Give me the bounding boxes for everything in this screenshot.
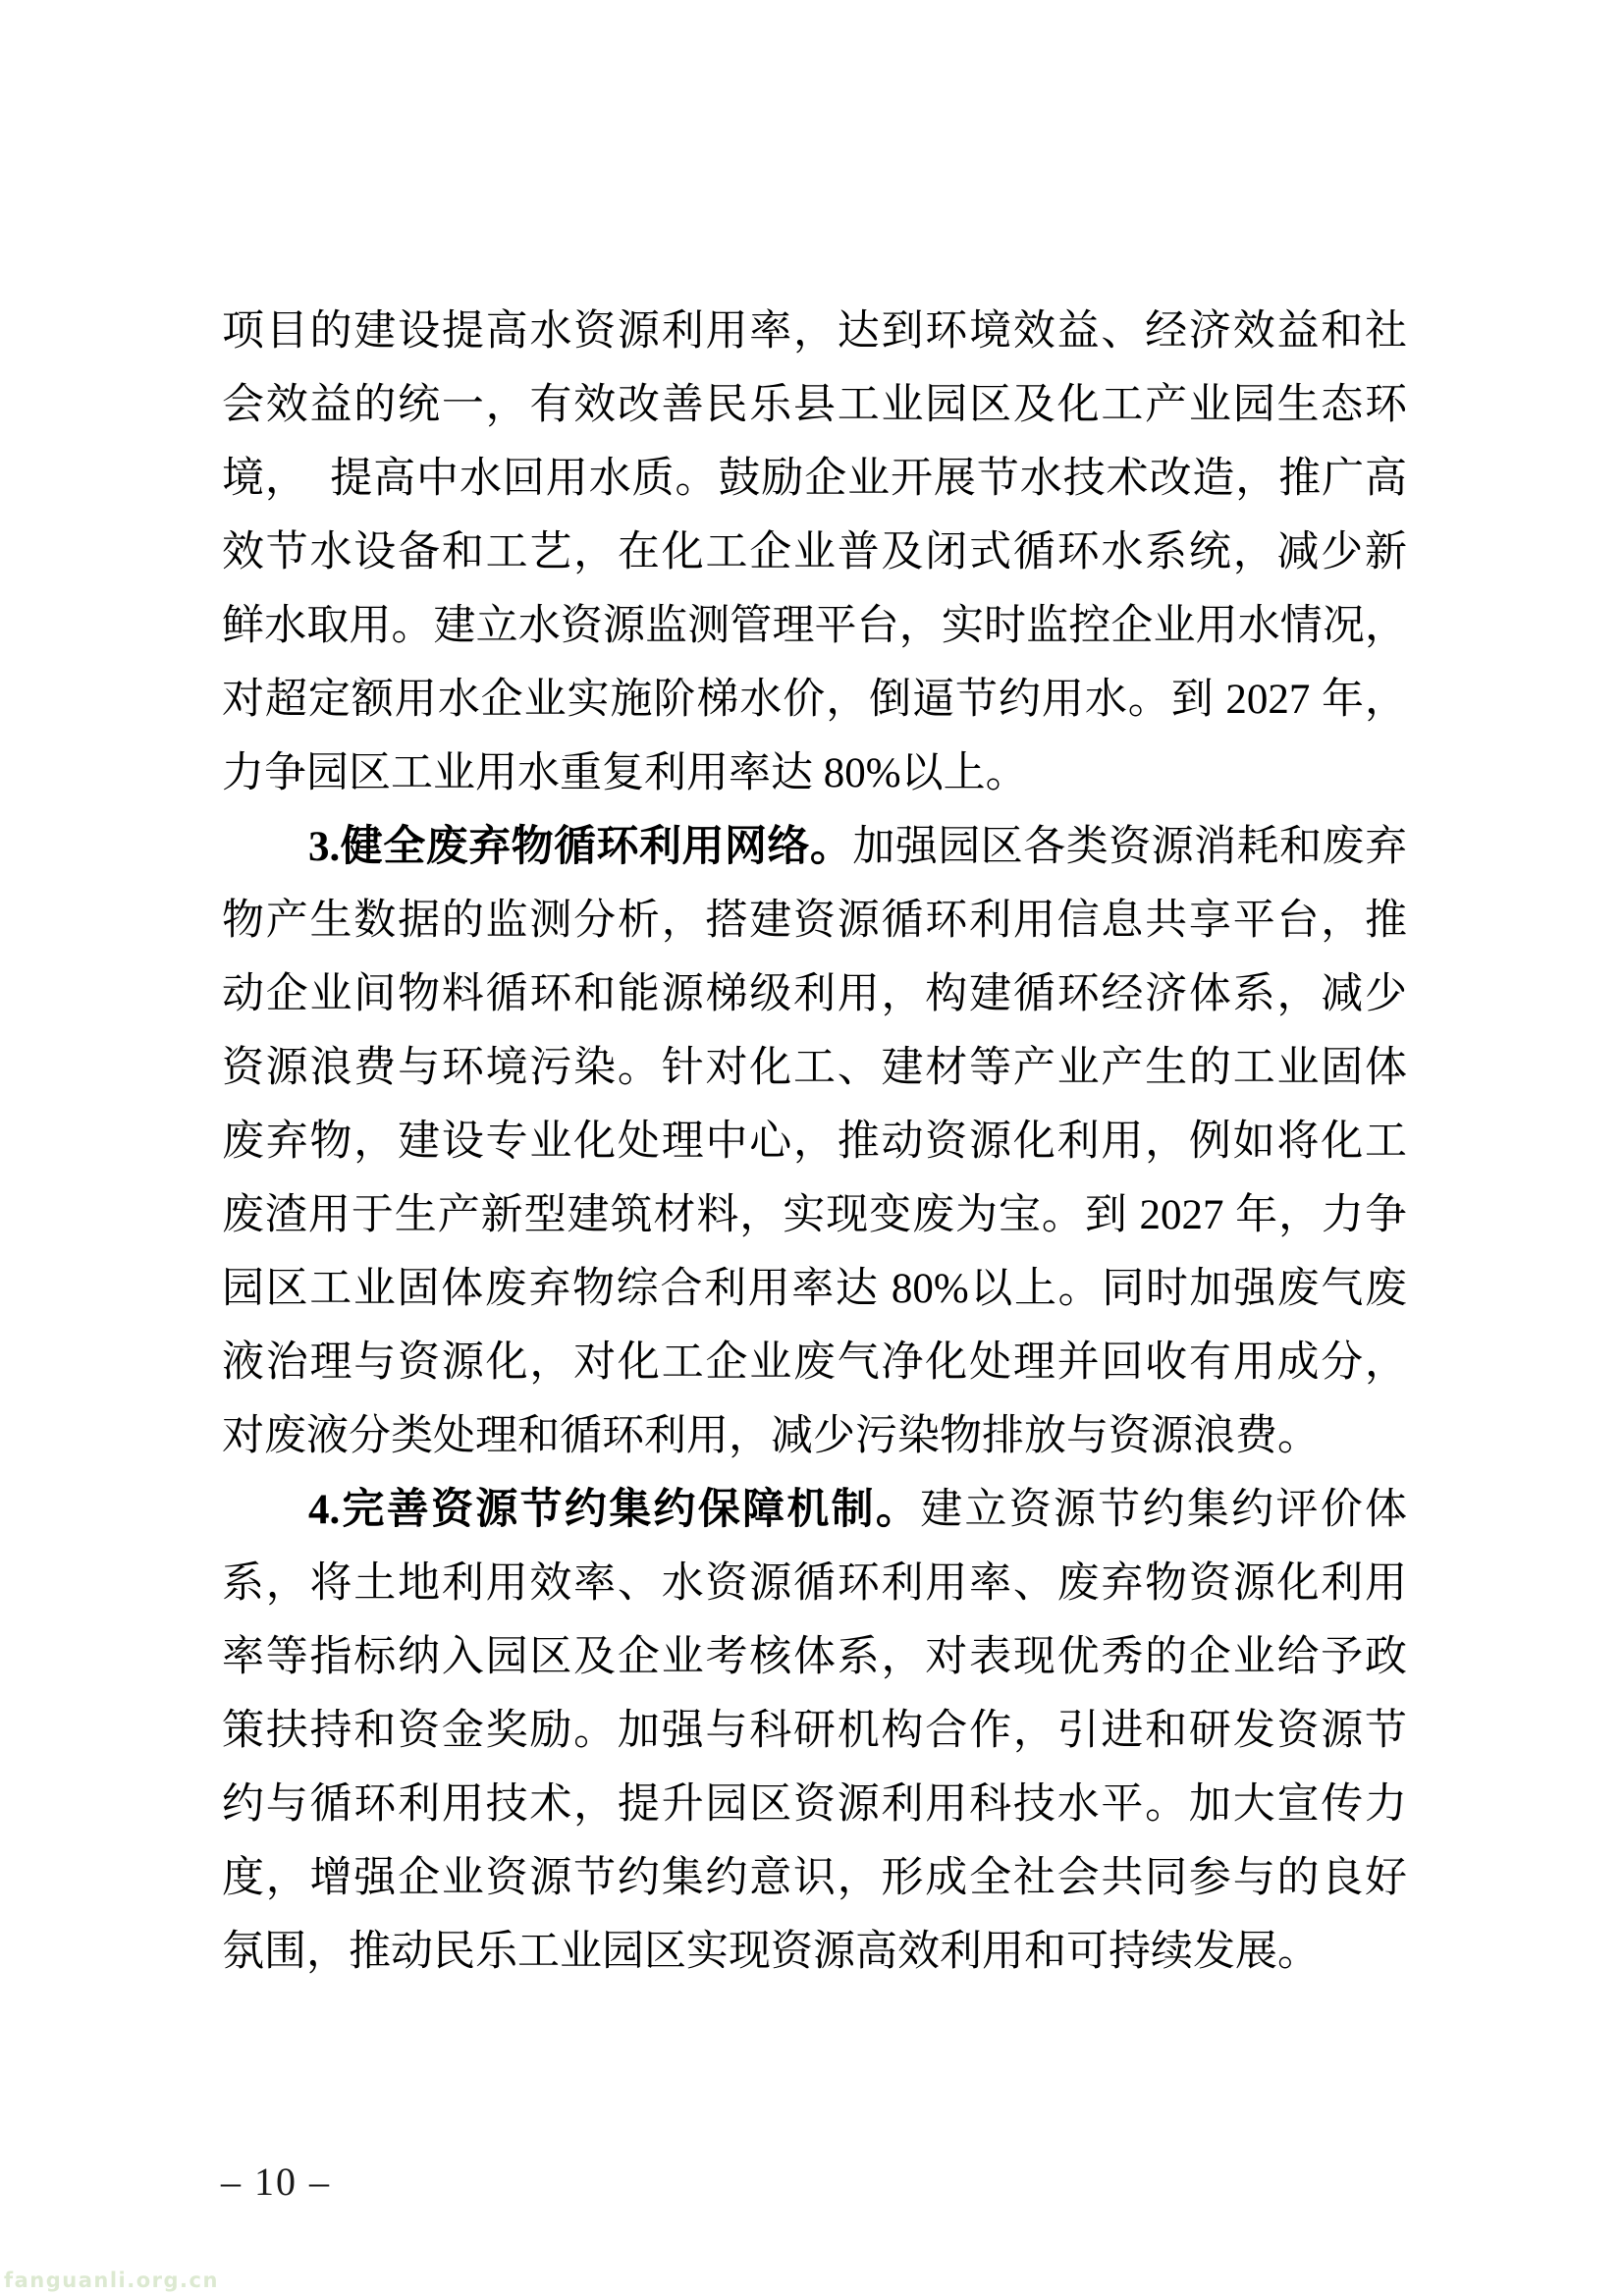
body-text: 会效益的统一，有效改善民乐县工业园区及化工产业园生态环 — [222, 382, 1407, 428]
text-line-5 — [222, 589, 1407, 663]
body-text: 效节水设备和工艺，在化工企业普及闭式循环水系统，减少新 — [222, 529, 1407, 575]
text-line-11 — [222, 1031, 1407, 1105]
text-line-12 — [222, 1105, 1407, 1178]
text-line-21 — [222, 1768, 1407, 1841]
body-text: 率等指标纳入园区及企业考核体系，对表现优秀的企业给予政 — [222, 1634, 1407, 1680]
section-heading: 4.完善资源节约集约保障机制。 — [308, 1487, 921, 1533]
text-line-19 — [222, 1620, 1407, 1694]
body-text: 液治理与资源化，对化工企业废气净化处理并回收有用成分， — [222, 1339, 1407, 1386]
watermark-text: fanguanli.org.cn — [4, 2269, 219, 2292]
text-line-4 — [222, 516, 1407, 589]
text-line-17 — [222, 1473, 1407, 1547]
body-text: 度，增强企业资源节约集约意识，形成全社会共同参与的良好 — [222, 1855, 1407, 1901]
text-line-20 — [222, 1694, 1407, 1768]
body-text: 动企业间物料循环和能源梯级利用，构建循环经济体系，减少 — [222, 971, 1407, 1017]
body-text: 对废液分类处理和循环利用，减少污染物排放与资源浪费。 — [222, 1413, 1320, 1459]
text-line-3 — [222, 442, 1407, 516]
text-line-18 — [222, 1547, 1407, 1620]
body-text: 废渣用于生产新型建筑材料，实现变废为宝。到 2027 年，力争 — [222, 1192, 1407, 1238]
text-line-13 — [222, 1178, 1407, 1252]
body-text: 策扶持和资金奖励。加强与科研机构合作，引进和研发资源节 — [222, 1708, 1407, 1754]
text-line-9 — [222, 884, 1407, 957]
text-line-2 — [222, 368, 1407, 442]
body-text: 园区工业固体废弃物综合利用率达 80%以上。同时加强废气废 — [222, 1266, 1407, 1312]
body-text: 加强园区各类资源消耗和废弃 — [852, 824, 1408, 870]
page-number: – 10 – — [221, 2159, 331, 2204]
text-line-1 — [222, 295, 1407, 368]
body-text: 力争园区工业用水重复利用率达 80%以上。 — [222, 750, 1028, 796]
text-line-23 — [222, 1915, 1407, 1989]
text-line-16 — [222, 1399, 1407, 1473]
body-text: 建立资源节约集约评价体 — [920, 1487, 1407, 1533]
body-text: 境， 提高中水回用水质。鼓励企业开展节水技术改造，推广高 — [222, 456, 1407, 502]
text-line-14 — [222, 1252, 1407, 1326]
section-heading: 3.健全废弃物循环利用网络。 — [308, 824, 853, 870]
body-text: 系，将土地利用效率、水资源循环利用率、废弃物资源化利用 — [222, 1560, 1407, 1607]
text-line-6 — [222, 663, 1407, 737]
body-text: 鲜水取用。建立水资源监测管理平台，实时监控企业用水情况， — [222, 603, 1407, 649]
text-line-8 — [222, 810, 1407, 884]
body-text: 物产生数据的监测分析，搭建资源循环利用信息共享平台，推 — [222, 898, 1407, 944]
text-line-7 — [222, 737, 1407, 810]
body-text: 氛围，推动民乐工业园区实现资源高效利用和可持续发展。 — [222, 1929, 1320, 1975]
body-text: 项目的建设提高水资源利用率，达到环境效益、经济效益和社 — [222, 308, 1407, 355]
body-text: 约与循环利用技术，提升园区资源利用科技水平。加大宣传力 — [222, 1781, 1407, 1828]
text-line-15 — [222, 1326, 1407, 1399]
body-text: 废弃物，建设专业化处理中心，推动资源化利用，例如将化工 — [222, 1119, 1407, 1165]
body-text: 资源浪费与环境污染。针对化工、建材等产业产生的工业固体 — [222, 1045, 1407, 1091]
document-body — [222, 295, 1407, 1989]
text-line-22 — [222, 1841, 1407, 1915]
text-line-10 — [222, 957, 1407, 1031]
body-text: 对超定额用水企业实施阶梯水价，倒逼节约用水。到 2027 年， — [222, 677, 1407, 723]
